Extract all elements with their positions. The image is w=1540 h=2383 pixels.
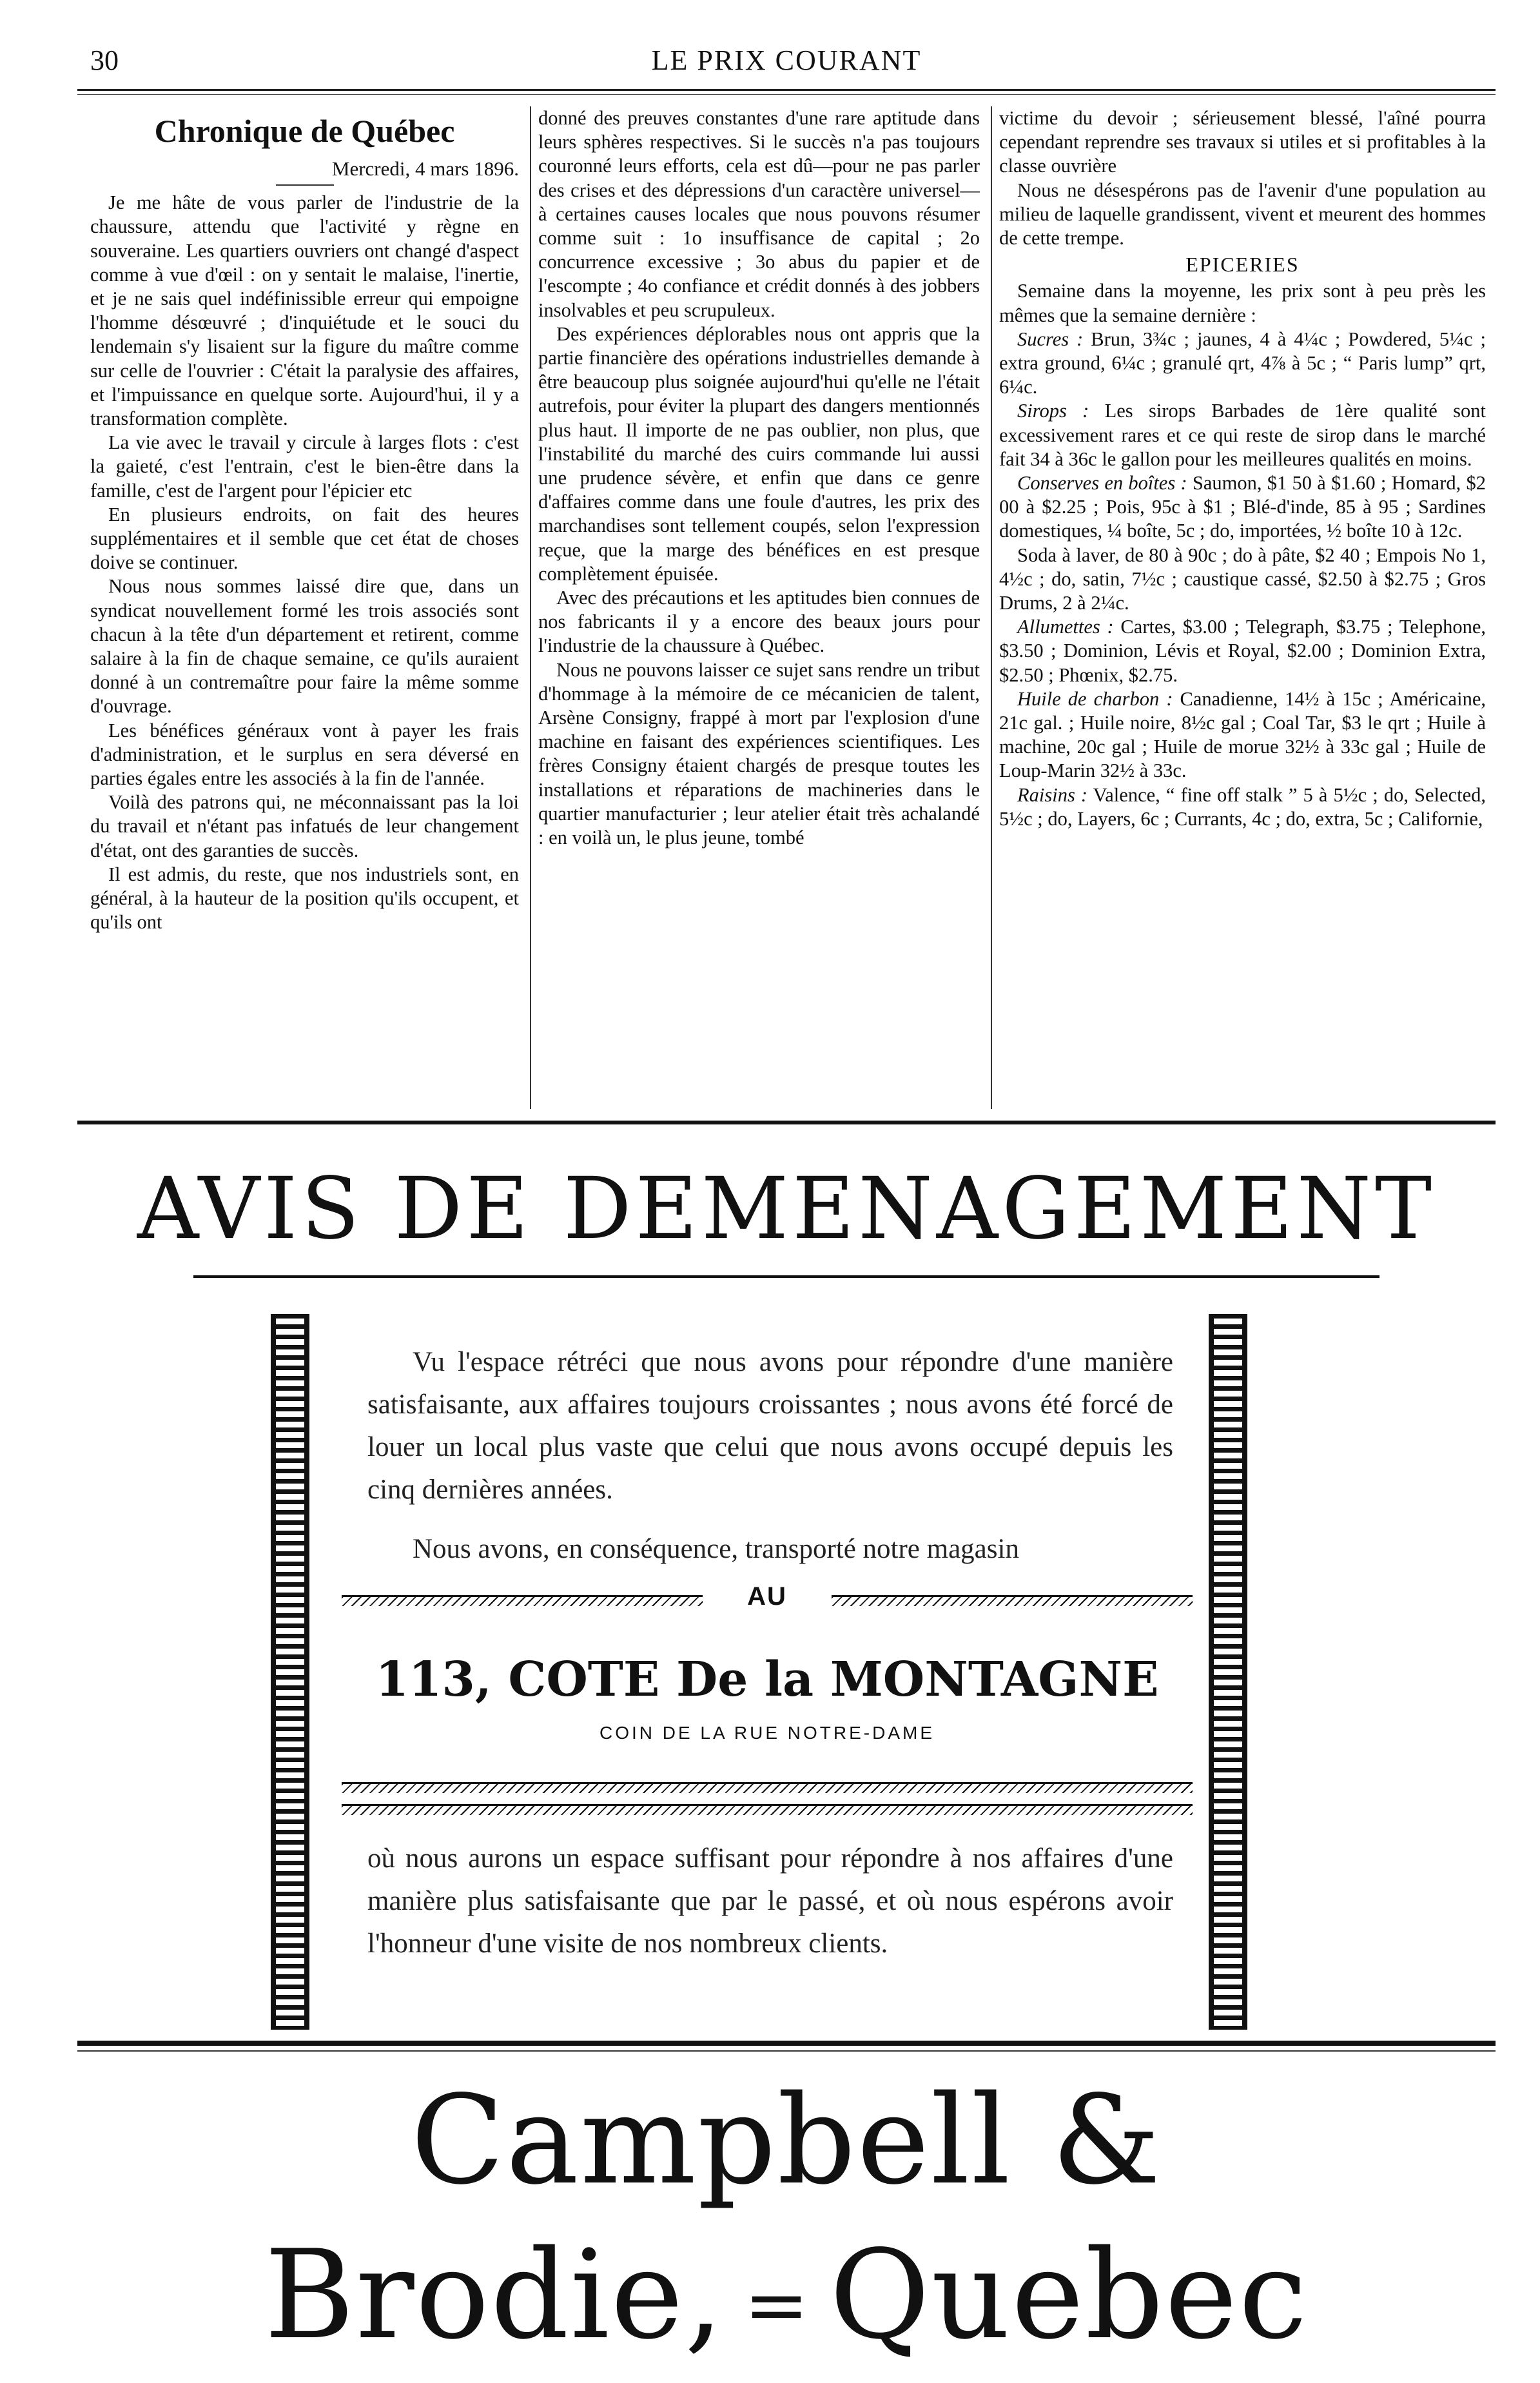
paragraph: Voilà des patrons qui, ne méconnaissant pas la loi du travail et n'étant pas infatués de leur changement d'état, ont des garanties de succès.: [90, 791, 519, 861]
advert-box: [329, 1328, 1205, 2018]
price-text: Soda à laver, de 80 à 90c ; do à pâte, $2 40 ; Empois No 1, 4½c ; do, satin, 7½c ; caustique cassé, $2.50 à $2.75 ; Gros Drums, 2 à 2¼c.: [999, 544, 1486, 614]
page-header: [77, 39, 1496, 84]
price-label: Allumettes :: [1017, 616, 1114, 638]
decorative-border-left: [271, 1314, 309, 2030]
price-text: Saumon, $1 50 à $1.60 ; Homard, $2 00 à $2.25 ; Pois, 95c à $1 ; Blé-d'inde, 85 à 95 ; Sardines domestiques, ¼ boîte, 5c ; do, importées, ½ boîte 10 à 12c.: [999, 472, 1486, 542]
company-city: Quebec: [829, 2224, 1309, 2366]
address: 113, COTE De la MONTAGNE: [375, 1652, 1159, 1707]
address-corner: COIN DE LA RUE NOTRE-DAME: [599, 1723, 935, 1743]
article-columns: [90, 106, 1489, 1109]
paragraph: Nous ne désespérons pas de l'avenir d'une population au milieu de laquelle grandissent, vivent et meurent des hommes de cette trempe.: [999, 179, 1486, 250]
paragraph: Les bénéfices généraux vont à payer les frais d'administration, et le surplus en sera déversé en parties égales entre les associés à la fin de l'année.: [90, 719, 519, 790]
footer-rule: [77, 2041, 1496, 2046]
paragraph: La vie avec le travail y circule à larges flots : c'est la gaieté, c'est l'entrain, c'est le bien-être dans la famille, c'est de l'argent pour l'épicier etc: [90, 431, 519, 502]
price-entry: [999, 687, 1486, 783]
paragraph: Nous ne pouvons laisser ce sujet sans rendre un tribut d'hommage à la mémoire de ce mécanicien de talent, Arsène Consigny, frappé à mort par l'explosion d'une machine en faisant des expériences scientifiques. Les frères Consigny étaient chargés de presque toutes les installations et réparations de machineries dans le quartier manufacturier ; leur atelier était très achalandé : en voilà un, le plus jeune, tombé: [538, 658, 980, 849]
advert-paragraph-2: Nous avons, en conséquence, transporté notre magasin: [413, 1534, 1019, 1564]
wavy-ornament: [342, 1782, 1193, 1793]
paragraph: Il est admis, du reste, que nos industriels sont, en général, à la hauteur de la position qu'ils occupent, et qu'ils ont: [90, 863, 519, 934]
price-label: Conserves en boîtes :: [1017, 472, 1187, 495]
advert-title: AVIS DE DEMENAGEMENT: [137, 1159, 1436, 1259]
price-label: Sucres :: [1017, 328, 1084, 350]
dateline-rule: [276, 184, 334, 186]
paragraph: donné des preuves constantes d'une rare aptitude dans leurs sphères respectives. Si le succès n'a pas toujours couronné leurs efforts, cela est dû—pour ne pas parler des crises et des dépressions d'un caractère universel—à certaines causes locales que nous pouvons résumer comme suit : 1o insuffisance de capital ; 2o concurrence excessive ; 3o abus du papier et de l'escompte ; 4o confiance et crédit donnés à des jobbers insolvables et peu scrupuleux.: [538, 107, 980, 321]
company-separator: =: [744, 2260, 810, 2350]
header-rule: [77, 89, 1496, 91]
price-label: Raisins :: [1017, 783, 1088, 806]
footer-rule-thin: [77, 2050, 1496, 2052]
section-rule: [77, 1121, 1496, 1124]
column-2: [538, 106, 980, 1109]
price-text: Brun, 3¾c ; jaunes, 4 à 4¼c ; Powdered, 5¼c ; extra ground, 6¼c ; granulé qrt, 4⅞ à 5c ; “ Paris lump” qrt, 6¼c.: [999, 328, 1486, 398]
advert-paragraph-1: Vu l'espace rétréci que nous avons pour répondre d'une manière satisfaisante, aux affaires toujours croissantes ; nous avons été forcé de louer un local plus vaste que celui que nous avons occupé depuis les cinq dernières années.: [367, 1347, 1173, 1505]
paragraph: Des expériences déplorables nous ont appris que la partie financière des opérations industrielles demande à être beaucoup plus soignée aujourd'hui qu'elle ne l'était autrefois, pour éviter la plupart des dangers mentionnés plus haut. Il importe de ne pas oublier, non plus, que l'instabilité du marché des cuirs commande lui aussi une prudence sévère, et enfin que dans ce genre d'affaires comme dans une foule d'autres, les prix des marchandises sont tellement coupés, selon l'expression reçue, que la marge des bénéfices en est presque complètement épuisée.: [538, 322, 980, 585]
article-title: Chronique de Québec: [154, 113, 455, 149]
price-entry: [999, 783, 1486, 831]
ornament-row: [342, 1795, 1193, 1821]
paragraph: Je me hâte de vous parler de l'industrie de la chaussure, attendu que l'activité y règne en souveraine. Les quartiers ouvriers ont changé d'aspect comme à vue d'œil : on y sentait le malaise, l'inertie, et je ne sais quel indéfinissible erreur qui empoigne l'homme désœuvré ; d'inquiétude et le souci du lendemain s'y lisaient sur la figure du maître comme sur celle de l'ouvrier : C'était la paralysie des affaires, et l'impuissance en quelque sorte. Aujourd'hui, il y a transformation complète.: [90, 191, 519, 430]
price-entry: [999, 471, 1486, 544]
paragraph: Semaine dans la moyenne, les prix sont à peu près les mêmes que la semaine dernière :: [999, 280, 1486, 326]
column-1: [90, 106, 519, 1109]
wavy-ornament: [342, 1804, 1193, 1815]
price-text: Canadienne, 14½ à 15c ; Américaine, 21c gal. ; Huile noire, 8½c gal ; Coal Tar, $3 le qrt ; Huile à machine, 20c gal ; Huile de morue 32½ à 33c gal ; Huile de Loup-Marin 32½ à 33c.: [999, 687, 1486, 782]
price-text: Valence, “ fine off stalk ” 5 à 5½c ; do, Selected, 5½c ; do, Layers, 6c ; Currants, 4c ; do, extra, 5c ; Californie,: [999, 783, 1486, 830]
price-entry: [999, 399, 1486, 471]
advert-title-rule: [193, 1275, 1379, 1278]
company-signature: [77, 2063, 1496, 2383]
price-label: Huile de charbon :: [1017, 687, 1173, 710]
paragraph: Avec des précautions et les aptitudes bien connues de nos fabricants il y a encore des beaux jours pour l'industrie de la chaussure à Québec.: [538, 587, 980, 657]
advert-paragraph-3: où nous aurons un espace suffisant pour répondre à nos affaires d'une manière plus satisfaisante que par le passé, et où nous espérons avoir l'honneur d'une visite de nos nombreux clients.: [367, 1843, 1173, 1959]
page-number: 30: [90, 44, 119, 76]
header-rule-thin: [77, 94, 1496, 95]
section-heading: EPICERIES: [1185, 253, 1300, 277]
price-text: Les sirops Barbades de 1ère qualité sont excessivement rares et ce qui reste de sirop dans le marché fait 34 à 36c le gallon pour les meilleures qualités en moins.: [999, 400, 1486, 470]
decorative-border-right: [1209, 1314, 1247, 2030]
price-text: Cartes, $3.00 ; Telegraph, $3.75 ; Telephone, $3.50 ; Dominion, Lévis et Royal, $2.00 ; Dominion Extra, $2.50 ; Phœnix, $2.75.: [999, 616, 1486, 686]
au-label: AU: [747, 1582, 787, 1611]
price-entry: [999, 615, 1486, 687]
column-3: [999, 106, 1486, 1109]
paragraph: victime du devoir ; sérieusement blessé, l'aîné pourra cependant reprendre ses travaux si utiles et si profitables à la classe ouvrière: [999, 107, 1486, 177]
paragraph: Nous nous sommes laissé dire que, dans un syndicat nouvellement formé les trois associés sont chacun à la tête d'un département et retirent, comme salaire à la fin de chaque semaine, ce qu'ils auraient donné à un contremaître pour faire la même somme d'ouvrage.: [90, 575, 519, 718]
ornament-row-au: [342, 1582, 1193, 1612]
price-entry: [999, 544, 1486, 616]
article-dateline: Mercredi, 4 mars 1896.: [331, 157, 519, 180]
company-name: Campbell & Brodie,: [264, 2069, 1162, 2366]
price-entry: [999, 328, 1486, 400]
journal-title: LE PRIX COURANT: [651, 44, 922, 76]
paragraph: En plusieurs endroits, on fait des heures supplémentaires et il semble que cet état de choses doive se continuer.: [90, 503, 519, 574]
price-label: Sirops :: [1017, 400, 1089, 422]
